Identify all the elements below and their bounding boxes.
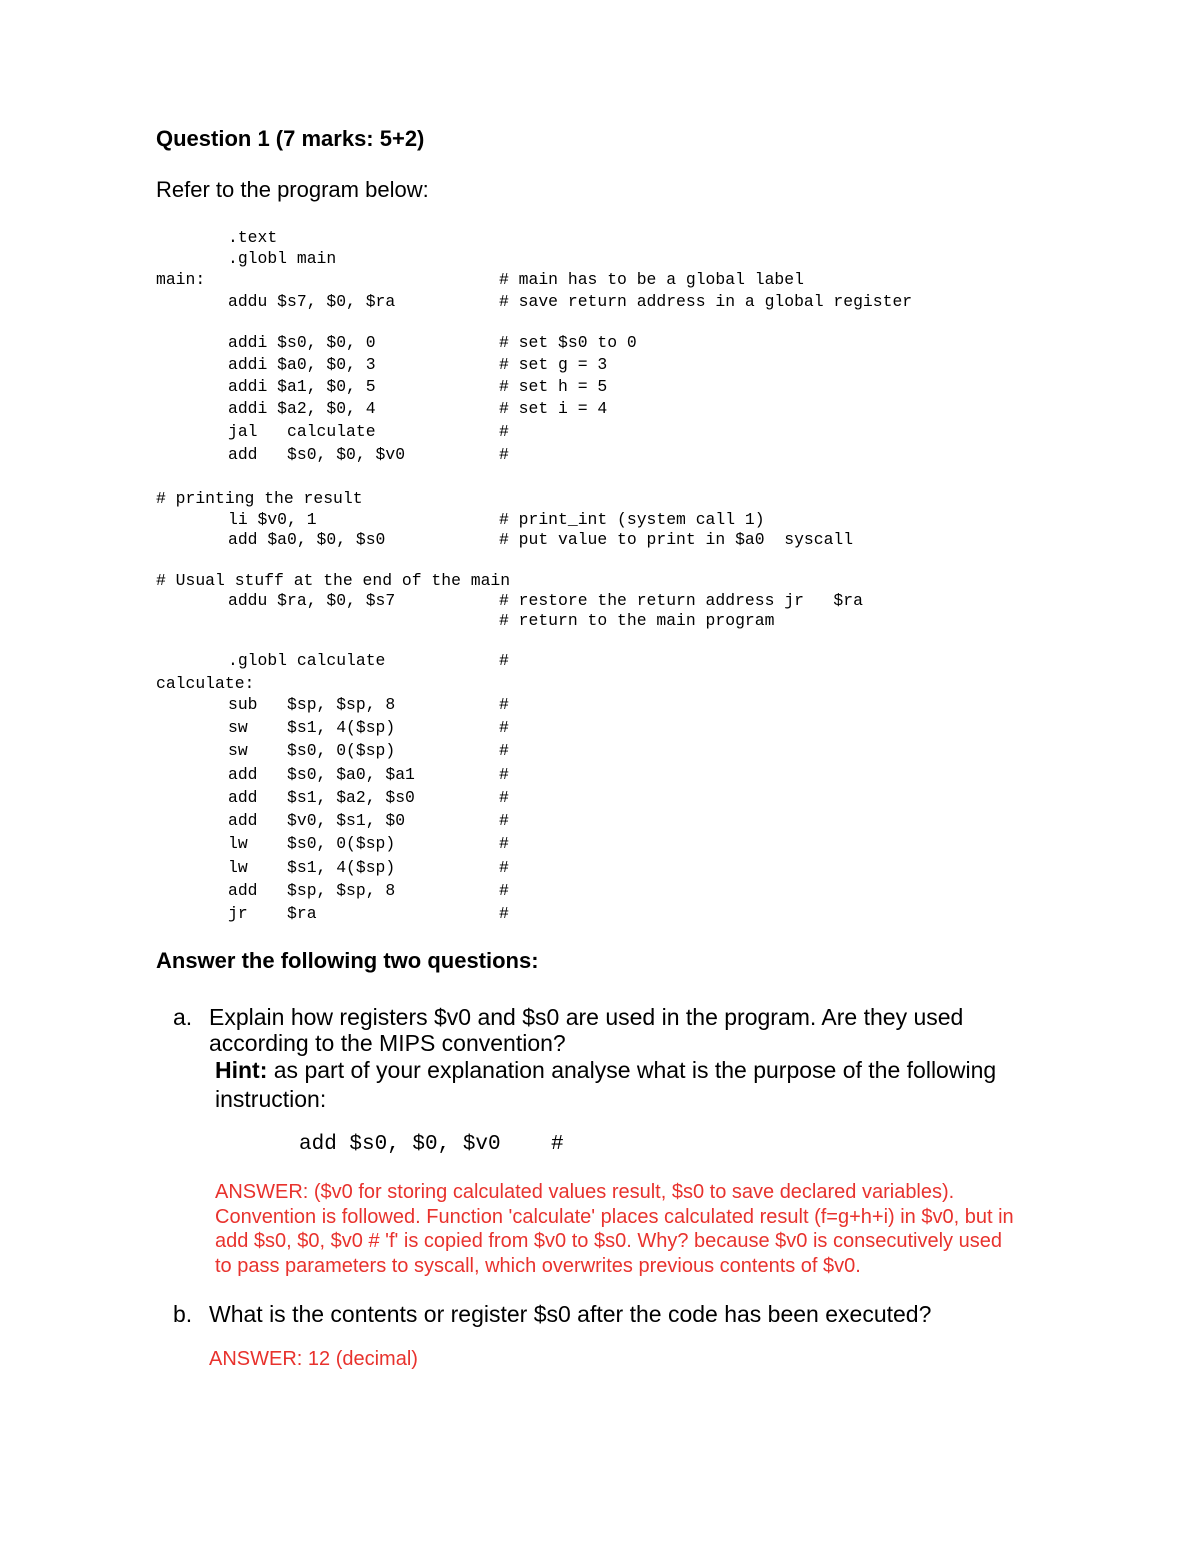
- code-comment: # set h = 5: [499, 377, 608, 396]
- code-comment: # print_int (system call 1): [499, 510, 765, 529]
- part-a-line-2: according to the MIPS convention?: [209, 1030, 566, 1056]
- code-instruction: add $s1, $a2, $s0: [228, 788, 415, 807]
- code-comment: # put value to print in $a0 syscall: [499, 530, 854, 549]
- part-a-line-1: Explain how registers $v0 and $s0 are used in the program. Are they used: [209, 1004, 964, 1030]
- part-a-code: add $s0, $0, $v0 #: [299, 1133, 564, 1156]
- code-comment: #: [499, 904, 509, 923]
- code-comment: #: [499, 422, 509, 441]
- code-instruction: sub $sp, $sp, 8: [228, 695, 396, 714]
- code-comment: # return to the main program: [499, 611, 775, 630]
- code-instruction: addi $s0, $0, 0: [228, 333, 376, 352]
- code-instruction: addu $ra, $0, $s7: [228, 591, 396, 610]
- code-label: # printing the result: [156, 489, 363, 508]
- code-comment: #: [499, 695, 509, 714]
- code-comment: # save return address in a global register: [499, 292, 913, 311]
- code-instruction: .text: [228, 228, 278, 247]
- code-comment: #: [499, 858, 509, 877]
- code-instruction: add $s0, $a0, $a1: [228, 765, 415, 784]
- part-a-answer-line-2: Convention is followed. Function 'calculate' places calculated result (f=g+h+i) in $v0, but in: [215, 1206, 1014, 1228]
- code-instruction: addi $a0, $0, 3: [228, 355, 376, 374]
- part-a-hint: [215, 1057, 996, 1084]
- code-instruction: add $v0, $s1, $0: [228, 811, 406, 830]
- code-instruction: addi $a2, $0, 4: [228, 399, 376, 418]
- part-a-answer-line-4: to pass parameters to syscall, which overwrites previous contents of $v0.: [215, 1255, 861, 1277]
- code-instruction: addi $a1, $0, 5: [228, 377, 376, 396]
- code-instruction: jal calculate: [228, 422, 376, 441]
- code-label: main:: [156, 270, 206, 289]
- hint-text: as part of your explanation analyse what is the purpose of the following: [267, 1057, 997, 1083]
- code-instruction: sw $s1, 4($sp): [228, 718, 396, 737]
- code-label: calculate:: [156, 674, 255, 693]
- code-comment: # restore the return address jr $ra: [499, 591, 863, 610]
- part-a-answer-line-3: add $s0, $0, $v0 # 'f' is copied from $v0 to $s0. Why? because $v0 is consecutively used: [215, 1230, 1002, 1252]
- part-b-answer: ANSWER: 12 (decimal): [209, 1348, 418, 1370]
- question-intro: Refer to the program below:: [156, 177, 429, 202]
- code-comment: # set g = 3: [499, 355, 608, 374]
- code-comment: #: [499, 651, 509, 670]
- answer-heading: Answer the following two questions:: [156, 948, 539, 973]
- code-comment: # set i = 4: [499, 399, 608, 418]
- code-comment: #: [499, 881, 509, 900]
- code-comment: #: [499, 445, 509, 464]
- code-comment: #: [499, 718, 509, 737]
- code-instruction: sw $s0, 0($sp): [228, 741, 396, 760]
- code-label: # Usual stuff at the end of the main: [156, 571, 511, 590]
- code-comment: #: [499, 788, 509, 807]
- code-instruction: lw $s0, 0($sp): [228, 834, 396, 853]
- part-a-hint-line-2: instruction:: [215, 1086, 327, 1112]
- code-instruction: .globl main: [228, 249, 337, 268]
- code-instruction: add $sp, $sp, 8: [228, 881, 396, 900]
- code-instruction: li $v0, 1: [228, 510, 317, 529]
- question-title: Question 1 (7 marks: 5+2): [156, 126, 425, 151]
- code-instruction: addu $s7, $0, $ra: [228, 292, 396, 311]
- part-b-text: What is the contents or register $s0 after the code has been executed?: [209, 1301, 932, 1327]
- code-instruction: lw $s1, 4($sp): [228, 858, 396, 877]
- code-comment: #: [499, 741, 509, 760]
- code-instruction: jr $ra: [228, 904, 317, 923]
- part-a-answer-line-1: ANSWER: ($v0 for storing calculated values result, $s0 to save declared variables).: [215, 1181, 955, 1203]
- code-comment: #: [499, 834, 509, 853]
- code-instruction: add $s0, $0, $v0: [228, 445, 406, 464]
- code-comment: #: [499, 765, 509, 784]
- code-comment: # set $s0 to 0: [499, 333, 637, 352]
- code-instruction: add $a0, $0, $s0: [228, 530, 386, 549]
- part-b-label: b.: [173, 1301, 193, 1327]
- code-comment: # main has to be a global label: [499, 270, 804, 289]
- code-instruction: .globl calculate: [228, 651, 386, 670]
- part-a-label: a.: [173, 1004, 193, 1030]
- code-comment: #: [499, 811, 509, 830]
- hint-label: Hint:: [215, 1057, 268, 1083]
